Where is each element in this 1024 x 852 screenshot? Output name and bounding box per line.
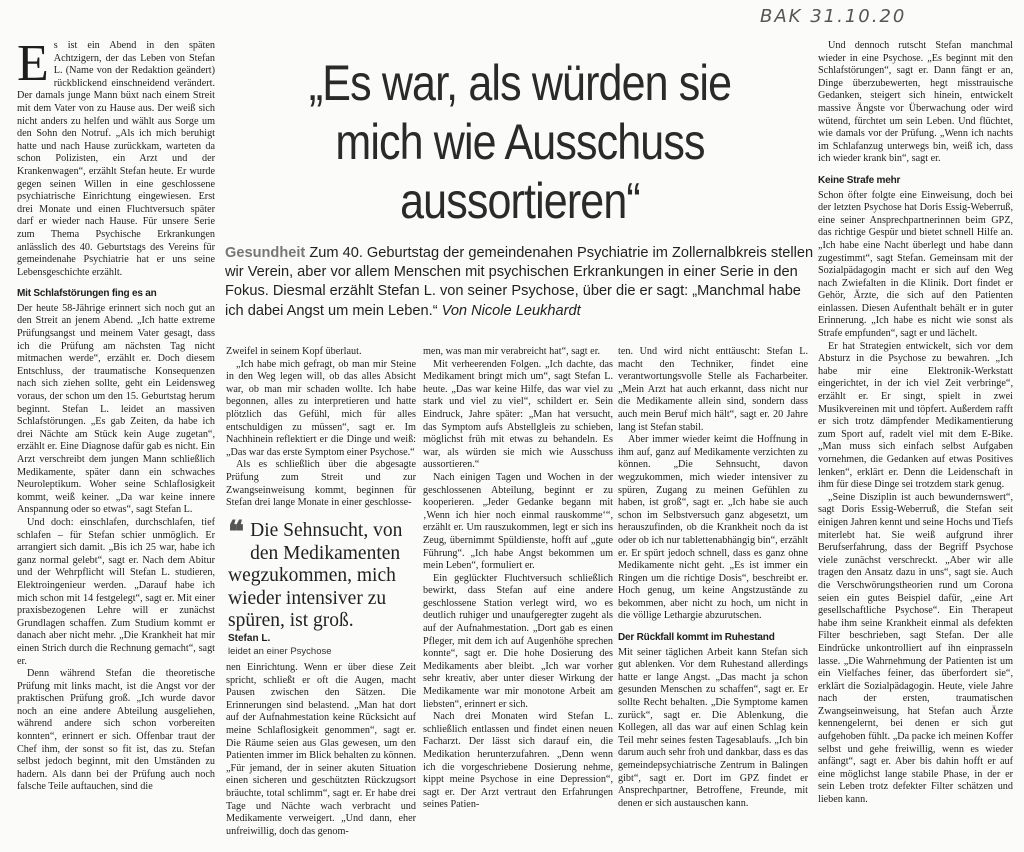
paragraph: men, was man mir verabreicht hat“, sagt er.: [423, 346, 601, 357]
drop-cap: E: [17, 35, 49, 92]
paragraph: Aber immer wieder keimt die Hoffnung in ihm auf, ganz auf Medikamente verzichten zu können. „Die Sehnsucht, davon wegzukommen, mich wieder intensiver zu spüren, Zugang zu meinen Gefühlen zu haben, ist groß“, sagt er. „Ich habe sie auch schon im Selbstversuch ganz abgesetzt, um herauszufinden, ob die Krankheit noch da ist oder ob ich nur tablettenabhängig bin“, erzählt er. Er spürt jedoch schnell, dass es ganz ohne Medikamente nicht geht. „Es ist immer ein Ringen um die richtige Dosis“, beschreibt er. Hoch genug, um keine Angstzustände zu bekommen, aber nicht zu hoch, um nicht in die völlige Lethargie abzurutschen.: [618, 434, 808, 622]
byline: Von Nicole Leukhardt: [441, 302, 581, 319]
article-column-1: [17, 35, 215, 794]
pull-quote-role: leidet an einer Psychose: [228, 646, 332, 657]
paragraph: nen Einrichtung. Wenn er über diese Zeit spricht, schließt er oft die Augen, macht Pausen zwischen den Sätzen. Die Erinnerungen sind belastend. „Man hat dort auf der Aufnahmestation keine Rücksicht auf meine Schlaflosigkeit genommen“, sagt er. Die Räume seien aus Glas gewesen, um den Patienten immer im Blick behalten zu können. „Für jemand, der in seiner akuten Situation einen sicheren und geschützten Rückzugsort bräuchte, total schlimm“, sagt er. Er habe drei Tage und Nächte wach verbracht und Medikamente verweigert. „Und dann, eher unfreiwillig, doch das genom-: [226, 662, 416, 837]
paragraph: Und dennoch rutscht Stefan manchmal wieder in eine Psychose. „Es beginnt mit den Schlafstörungen“, sagt er. Dann fängt er an, Dinge überzubewerten, hegt misstrauische Gedanken, steigert sich hinein, entwickelt massive Ängste vor Überwachung oder wird wütend, fürchtet um sein Leben. Und flüchtet, wie damals vor der Prüfung. „Wenn ich nachts im Schlafanzug unterwegs bin, weiß ich, dass ich wieder krank bin“, sagt er.: [818, 40, 1013, 165]
paragraph: Als es schließlich über die abgesagte Prüfung zum Streit und zur Zwangseinweisung kommt, beginnen für Stefan drei lange Monate in einer geschlosse-: [226, 459, 416, 509]
paragraph: „Seine Disziplin ist auch bewundernswert“, sagt Doris Essig-Weberruß, die Stefan seit einigen Jahren kennt und seine Hochs und Tiefs miterlebt hat. Sie weiß aufgrund ihrer Berufserfahrung, dass der Begriff Psychose viele zunächst verschreckt. „Aber wir alle tragen den Ansatz dazu in uns“, sagt sie. Auch die Verschwörungstheorien rund um Corona seien ein gutes Beispiel dafür, „eine Art gesellschaftliche Psychose“. Ein Therapeut habe ihm seine Krankheit einmal als defekten Filter beschrieben, sagt Stefan. Der alle Eindrücke unkontrolliert auf ihn einprasseln lasse. „Die Wahrnehmung der Patienten ist um ein Vielfaches feiner, das überfordert sie“, erklärt die Sozialpädagogin. Heute, viele Jahre nach der ersten, traumatischen Zwangseinweisung, hat Stefan auch Ärzte kennengelernt, bei denen er sich gut aufgehoben fühlt. „Da packe ich meinen Koffer selbst und gehe freiwillig, wenn es wieder anfängt“, sagt er. Aber bis dahin hofft er auf eine möglichst lange stabile Phase, in der er sein Leben trotz defekter Filter schätzen und lieben kann.: [818, 491, 1013, 806]
article-column-2-bottom: [226, 662, 416, 838]
paragraph: Nach drei Monaten wird Stefan L. schließlich entlassen und findet einen neuen Facharzt. Der lässt sich darauf ein, die Medikation herunterzufahren. „Denn wenn ich die vorgeschriebene Dosierung nehme, kippt meine Psychose in eine Depression“, sagt er. Der Arzt vertraut den Erfahrungen seines Patien-: [423, 711, 613, 811]
article-column-4: [618, 346, 808, 810]
article-column-5: [818, 40, 1013, 807]
paragraph: Mit verheerenden Folgen. „Ich dachte, das Medikament bringt mich um“, sagt Stefan L. heute. „Das war keine Hilfe, das war viel zu stark und viel zu viel“, schildert er. Sein Eindruck, Jahre später: „Man hat versucht, das Symptom aufs Abstellgleis zu schieben, möglichst früh mit etwas zu behandeln. Es war, als würden sie mich wie Ausschuss aussortieren.“: [423, 358, 613, 471]
subheading: Mit Schlafstörungen fing es an: [17, 288, 157, 300]
paragraph: Mit seiner täglichen Arbeit kann Stefan sich gut ablenken. Vor dem Ruhestand allerdings hatte er lange Angst. „Das macht ja schon gesunden Menschen zu schaffen“, sagt er. Er sollte Recht behalten. „Die Symptome kamen zurück“, sagt er. Die Ablenkung, die Kollegen, all das war auf einen Schlag kein Teil mehr seines festen Tagesablaufs. „Ich bin darum auch sehr froh und dankbar, dass es das gemeindepsychiatrische Zentrum in Balingen gibt“, sagt er. Dort im GPZ findet er Ansprechpartner, Betroffene, Freunde, mit denen er sich austauschen kann.: [618, 646, 808, 809]
paragraph: Er hat Strategien entwickelt, sich vor dem Absturz in die Psychose zu bewahren. „Ich habe mir eine Elektronik-Werkstatt eingerichtet, in der ich viel Zeit verbringe“, erzählt er. Er singt, spielt in zwei Musikvereinen mit und töpfert. Außerdem rafft er sich trotz dämpfender Medikamentierung zum Sport auf, radelt viel mit dem E-Bike. „Man muss sich einfach selbst Aufgaben vornehmen, die Gedanken auf etwas Positives lenken“, erklärt er. Denn die Leidenschaft in ihm für diese Dinge sei trotzdem stark genug.: [818, 340, 1013, 491]
headline: „Es war, als würden sie mich wie Ausschuss aussortieren“: [308, 54, 732, 229]
paragraph: „Ich habe mich gefragt, ob man mir Steine in den Weg legen will, ob das alles Absicht war, ob man mir schaden wollte. Ich habe begonnen, alles zu interpretieren und hatte plötzlich das Gefühl, mich für alles entschuldigen zu müssen“, sagt er. Im Nachhinein reflektiert er die Dinge und weiß: „Das war das erste Symptom einer Psychose.“: [226, 358, 416, 458]
paragraph: Ein geglückter Fluchtversuch schließlich bewirkt, dass Stefan auf eine andere geschlossene Station verlegt wird, wo es deutlich ruhiger und unaufgeregter zugeht als auf der Aufnahmestation. „Dort gab es einen Pfleger, mit dem ich auf Augenhöhe sprechen konnte“, sagt er. Die hohe Dosierung des Medikaments aber bleibt. „Ich war vorher sehr kreativ, aber unter dieser Wirkung der Medikamente war mir monotone Arbeit am liebsten“, erinnert er sich.: [423, 572, 613, 710]
article-column-2-top: [226, 346, 416, 510]
subheading: Keine Strafe mehr: [818, 174, 901, 186]
pull-quote-author: Stefan L.: [228, 633, 271, 644]
paragraph: Denn während Stefan die theoretische Prüfung mit links macht, ist die Angst vor der praktischen Prüfung groß. „Ich wurde davor noch an eine andere Abteilung ausgeliehen, während andere sich schon vorbereiten konnten“, erinnert er sich. Offenbar traut der Chef ihm, der sonst so fit ist, das zu. Stefan selbst jedoch beginnt, mit den Umständen zu hadern. Als dann bei der Prüfung auch noch falsche Teile auftauchen, sind die: [17, 668, 215, 793]
paragraph: Der heute 58-Jährige erinnert sich noch gut an den Streit an jenem Abend. „Ich hatte extreme Prüfungsangst und meinem Vater gesagt, dass ich die Prüfung am nächsten Tag nicht mitmachen werde“, erzählt er. Doch diesem Entschluss, der traumatische Konsequenzen nach sich ziehen sollte, geht ein Leidensweg voraus, der schon um den 15. Geburtstag herum beginnt. Stefan L. leidet an massiven Schlafstörungen. „Es gab Zeiten, da habe ich drei Nächte am Stück kein Auge zugetan“, erzählt er. Eine Diagnose dafür gab es nicht. Ein Arzt verschreibt dem jungen Mann schließlich Medikamente, später dann ein schwaches Neuroleptikum. Woher seine Schlaflosigkeit kommt, weiß keiner. „Da war keine innere Anspannung oder so etwas“, sagt Stefan L.: [17, 302, 215, 516]
paragraph: Schon öfter folgte eine Einweisung, doch bei der letzten Psychose hat Doris Essig-Weberruß, eine seiner Ansprechpartnerinnen beim GPZ, das richtige Gespür und bietet schnell Hilfe an. „Ich habe eine Nacht überlegt und habe dann zugestimmt“, sagt Stefan. Gemeinsam mit der Sozialpädagogin macht er sich auf den Weg nach Zwiefalten in die Klinik. Dort findet er Gehör, Ärzte, die sich auf den Patienten einlassen. Diesen Aufenthalt behält er in guter Erinnerung. „Ich habe es nicht wie sonst als Strafe empfunden“, sagt er und lächelt.: [818, 189, 1013, 340]
intro-lead: [225, 244, 815, 321]
intro-text: Zum 40. Geburtstag der gemeindenahen Psychiatrie im Zollernalbkreis stellen wir Verein, aber vor allem Menschen mit psychischen Erkrankungen in einer Serie in den Fokus. Diesmal erzählt Stefan L. von seiner Psychose, über die er sagt: „Manchmal habe ich dabei Angst um mein Leben.“: [225, 245, 814, 319]
section-kicker: Gesundheit: [225, 245, 306, 261]
paragraph: ten. Und wird nicht enttäuscht: Stefan L. macht den Techniker, findet eine verantwortungsvolle Stelle als Facharbeiter. „Mein Arzt hat auch erkannt, dass nicht nur die Medikamente allein sind, sondern dass auch mein Beruf mich hält“, sagt er. 20 Jahre lang ist Stefan stabil.: [618, 346, 808, 433]
article-column-3: [423, 346, 613, 812]
paragraph: Nach einigen Tagen und Wochen in der geschlossenen Abteilung, beginnt er zu kooperieren. „Jeder Gedanke begann mit ‚Wenn ich hier noch einmal rauskomme‘“, erzählt er. Um rauszukommen, legt er sich ins Zeug, übernimmt Spüldienste, hofft auf „gute Führung“. „Ich habe Angst bekommen um mein Leben“, formuliert er.: [423, 471, 613, 572]
paragraph: Zweifel in seinem Kopf überlaut.: [226, 346, 362, 357]
quote-mark-icon: ❝: [228, 516, 245, 549]
subheading: Der Rückfall kommt im Ruhestand: [618, 632, 775, 644]
archive-stamp: BAK 31.10.20: [760, 6, 907, 27]
pull-quote-text: Die Sehnsucht, von den Medikamenten wegzukommen, mich wieder intensiver zu spüren, ist groß.: [228, 520, 403, 631]
paragraph: Es ist ein Abend in den späten Achtzigern, der das Leben von Stefan L. (Name von der Redaktion geändert) rückblickend einschneidend verändert. Der damals junge Mann büxt nach einem Streit mit dem Vater von zu Hause aus. Der weiß sich nicht anders zu helfen und wählt aus Sorge um den Sohn den Notruf. „Als ich mich beruhigt hatte und nach Hause zurückkam, warteten da schon Polizisten, ein Arzt und der Krankenwagen“, erzählt Stefan heute. Er wurde gegen seinen Willen in eine geschlossene psychiatrische Einrichtung eingewiesen. Erst drei Monate und einen Fluchtversuch später darf er wieder nach Hause. Für unsere Serie zum Thema Psychische Erkrankungen anlässlich des 40. Geburtstags des Vereins für gemeindenahe Psychiatrie hat er uns seine Lebensgeschichte erzählt.: [17, 35, 215, 278]
paragraph: Und doch: einschlafen, durchschlafen, tief schlafen – für Stefan schier unmöglich. Er arrangiert sich damit. „Bis ich 25 war, habe ich ganz normal gelebt“, sagt er. Nach dem Abitur und der Wehrpflicht will Stefan L. studieren, Elektroingenieur werden. „Darauf habe ich mich schon mit 14 festgelegt“, sagt er. Mit einer praxisbezogenen Lehre will er zunächst Grundlagen schaffen. Zum Studium kommt er danach aber nicht mehr. „Die Krankheit hat mir einen Strich durch die Rechnung gemacht“, sagt er.: [17, 516, 215, 667]
pull-quote: [228, 516, 418, 633]
